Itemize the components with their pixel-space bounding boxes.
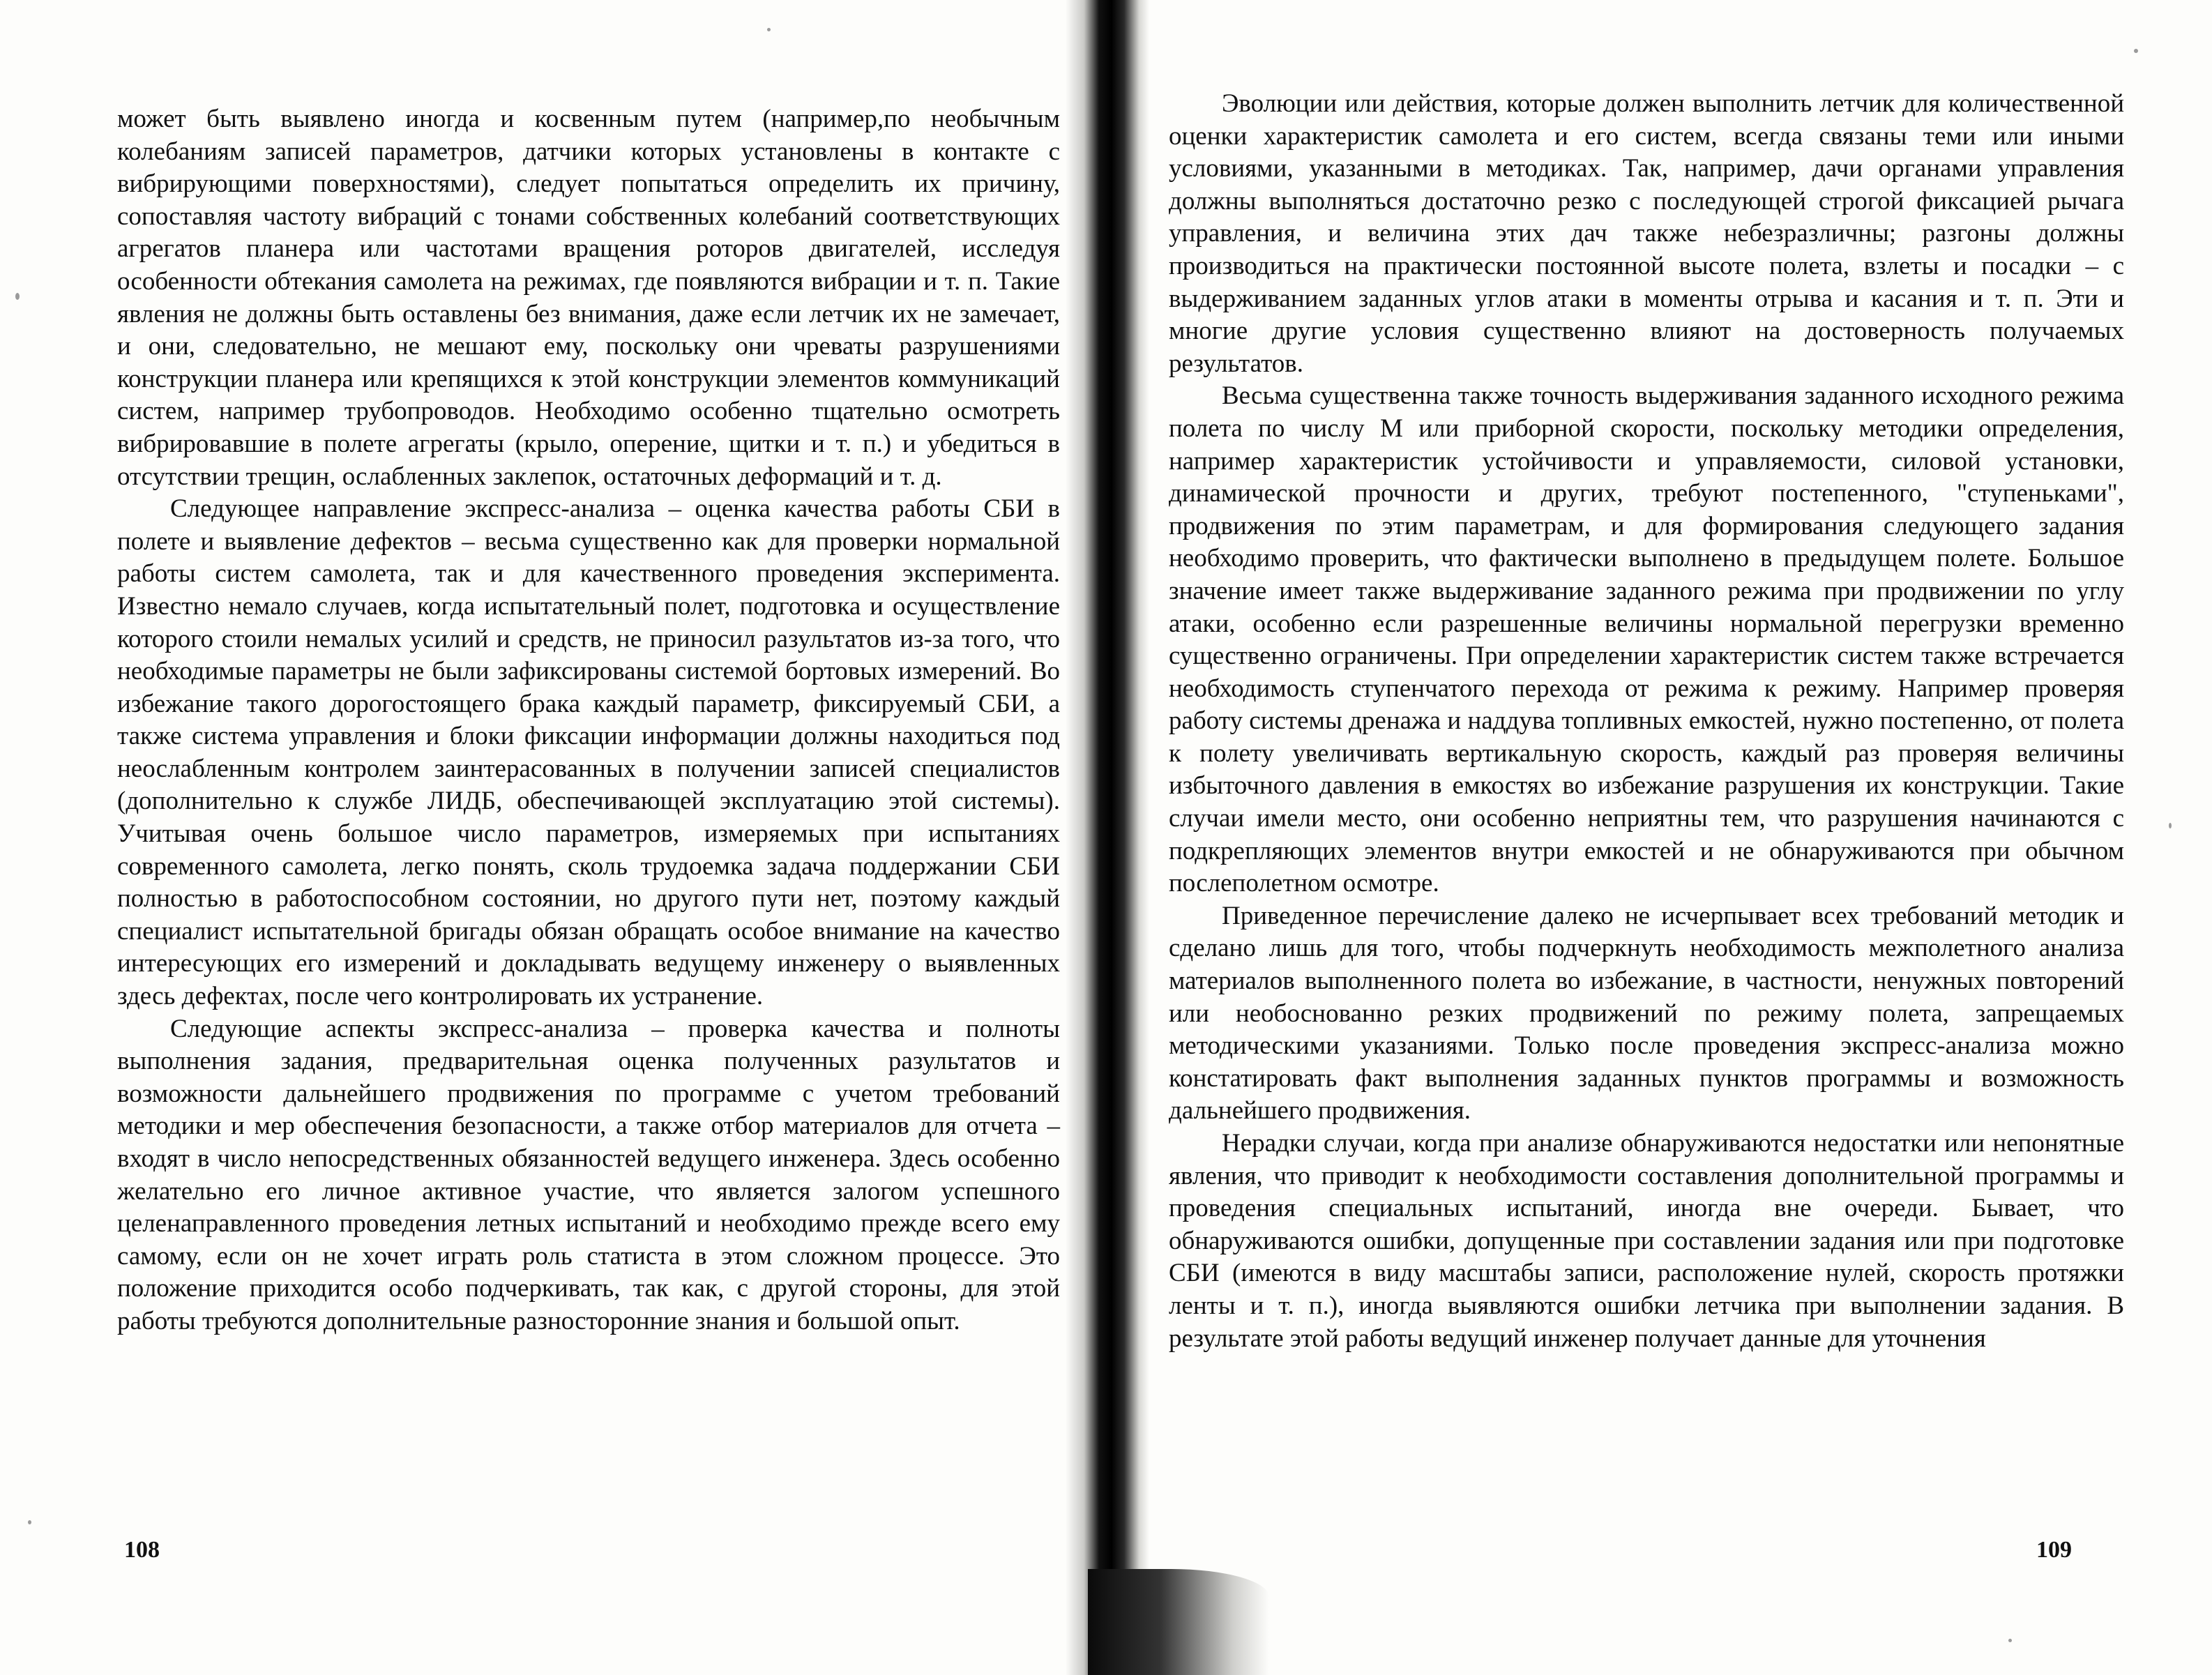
left-paragraph-2: Следующее направление экспресс-анализа – оценка качества работы СБИ в полете и выявление дефектов – весьма существенно как для проверки нормальной работы систем самолета, так и для качественного проведения эксперимента. Известно немало случаев, когда испытательный полет, подготовка и осуществление которого стоили немалых усилий и средств, не приносил разультатов из-за того, что необходимые параметры не были зафиксированы системой бортовых измерений. Во избежание такого дорогостоящего брака каждый параметр, фиксируемый СБИ, а также система управления и блоки фиксации информации должны находиться под неослабленным контролем заинтерасованных в получении записей специалистов (дополнительно к службе ЛИДБ, обеспечивающей эксплуатацию этой системы). Учитывая очень большое число параметров, измеряемых при испытаниях современного самолета, легко понять, сколь трудоемка задача поддержании СБИ полностью в работоспособном состоянии, но другого пути нет, поэтому каждый специалист испытательной бригады обязан обращать особое внимание на качество интересующих его измерений и докладывать ведущему инженеру о выявленных здесь дефектах, после чего контролировать их устранение.: [117, 494, 1060, 1011]
scan-speck: [767, 28, 771, 31]
right-page-text: [1169, 88, 2124, 1355]
right-page-number: 109: [2036, 1537, 2072, 1563]
left-page-number: 108: [124, 1537, 160, 1563]
right-paragraph-1: Эволюции или действия, которые должен выполнить летчик для количественной оценки характеристик самолета и его систем, всегда связаны теми или иными условиями, указанными в методиках. Так, например, дачи органами управления должны выполняться достаточно резко с последующей строгой фиксацией рычага управления, и величина этих дач также небезразличны; разгоны должны производиться на практически постоянной высоте полета, взлеты и посадки – с выдерживанием заданных углов атаки в моменты отрыва и касания и т. п. Эти и многие другие условия существенно влияют на достоверность получаемых результатов.: [1169, 89, 2124, 378]
right-paragraph-2: Весьма существенна также точность выдерживания заданного исходного режима полета по числу М или приборной скорости, поскольку методики определения, например характеристик устойчивости и управляемости, силовой установки, динамической прочности и других, требуют постепенного, "ступеньками", продвижения по этим параметрам, и для формирования следующего задания необходимо проверить, что фактически выполнено в предыдущем полете. Большое значение имеет также выдерживание заданного режима при продвижении по углу атаки, особенно если разрешенные величины нормальной перегрузки временно существенно ограничены. При определении характеристик систем также встречается необходимость ступенчатого перехода от режима к режиму. Например проверяя работу системы дренажа и наддува топливных емкостей, нужно постепенно, от полета к полету увеличивать вертикальную скорость, каждый раз проверяя величины избыточного давления в емкостях во избежание разрушения их конструкции. Такие случаи имели место, они особенно неприятны тем, что разрушения начинаются с подкрепляющих элементов внутри емкостей и не обнаруживаются при обычном послеполетном осмотре.: [1169, 381, 2124, 898]
left-paragraph-1: может быть выявлено иногда и косвенным путем (например,по необычным колебаниям записей параметров, датчики которых установлены в контакте с вибрирующими поверхностями), следует попытаться определить их причину, сопоставляя частоту вибраций с тонами собственных колебаний соответствующих агрегатов планера или частотами вращения роторов двигателей, исследуя особенности обтекания самолета на режимах, где появляются вибрации и т. п. Такие явления не должны быть оставлены без внимания, даже если летчик их не замечает, и они, следовательно, не мешают ему, поскольку они чреваты разрушениями конструкции планера или крепящихся к этой конструкции элементов коммуникаций систем, например трубопроводов. Необходимо особенно тщательно осмотреть вибрировавшие в полете агрегаты (крыло, оперение, щитки и т. п.) и убедиться в отсутствии трещин, ослабленных заклепок, остаточных деформаций и т. д.: [117, 105, 1060, 491]
scan-speck: [2169, 823, 2172, 828]
right-paragraph-4: Нерадки случаи, когда при анализе обнаруживаются недостатки или непонятные явления, что приводит к необходимости составления дополнительной программы и проведения специальных испытаний, иногда вне очереди. Бывает, что обнаруживаются ошибки, допущенные при составлении задания или при подготовке СБИ (имеются в виду масштабы записи, расположение нулей, скорость протяжки ленты и т. п.), иногда выявляются ошибки летчика при выполнении задания. В результате этой работы ведущий инженер получает данные для уточнения: [1169, 1129, 2124, 1353]
right-paragraph-3: Приведенное перечисление далеко не исчерпывает всех требований методик и сделано лишь для того, чтобы подчеркнуть необходимость межполетного анализа материалов выполненного полета во избежание, в частности, ненужных повторений или необоснованно резких продвижений по режиму полета, запрещаемых методическими указаниями. Только после проведения экспресс-анализа можно констатировать факт выполнения заданных пунктов программы и возможность дальнейшего продвижения.: [1169, 901, 2124, 1125]
left-page: [0, 0, 1074, 1675]
left-page-text: [117, 103, 1060, 1338]
scan-speck: [2008, 1639, 2012, 1642]
book-gutter-shadow: [1066, 0, 1149, 1675]
scan-speck: [28, 1520, 31, 1524]
scan-speck: [2134, 49, 2138, 53]
right-page: [1144, 0, 2212, 1675]
left-paragraph-3: Следующие аспекты экспресс-анализа – проверка качества и полноты выполнения задания, предварительная оценка полученных разультатов и возможности дальнейшего продвижения по программе с учетом требований методики и мер обеспечения безопасности, а также отбор материалов для отчета – входят в число непосредственных обязанностей ведущего инженера. Здесь особенно желательно его личное активное участие, что является залогом успешного целенаправленного проведения летных испытаний и необходимо прежде всего ему самому, если он не хочет играть роль статиста в этом сложном процессе. Это положение приходится особо подчеркивать, так как, с другой стороны, для этой работы требуются дополнительные разносторонние знания и большой опыт.: [117, 1014, 1060, 1335]
scan-speck: [15, 293, 20, 300]
